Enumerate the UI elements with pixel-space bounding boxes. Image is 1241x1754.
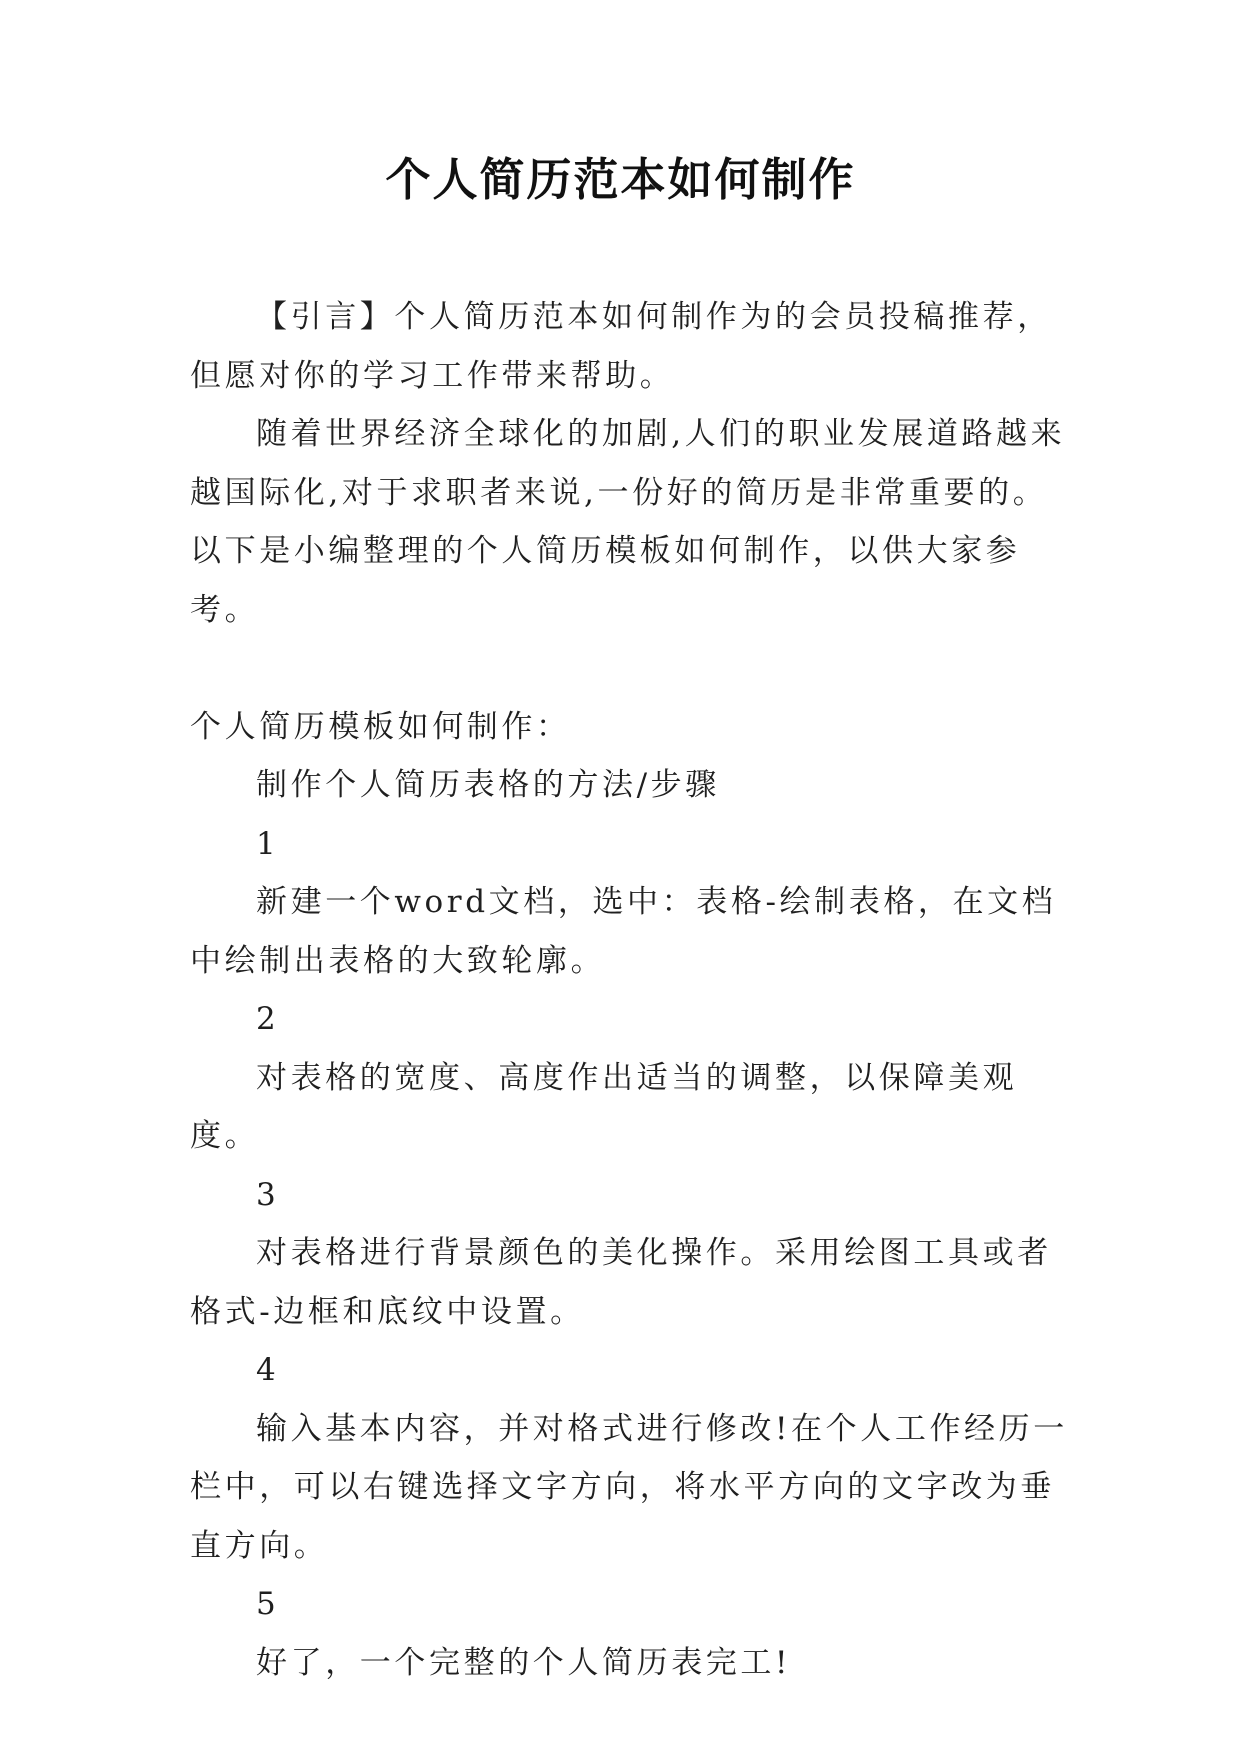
step-number: 2 [256, 1001, 280, 1037]
background-paragraph: 随着世界经济全球化的加剧,人们的职业发展道路越来越国际化,对于求职者来说,一份好的简历是非常重要的。以下是小编整理的个人简历模板如何制作，以供大家参考。 [190, 416, 1066, 628]
step-number: 3 [256, 1176, 280, 1213]
step-text: 好了，一个完整的个人简历表完工! [256, 1644, 792, 1681]
intro-paragraph: 【引言】个人简历范本如何制作为的会员投稿推荐，但愿对你的学习工作带来帮助。 [190, 299, 1052, 394]
step-text: 对表格的宽度、高度作出适当的调整，以保障美观度。 [190, 1059, 1018, 1154]
step-number: 5 [256, 1586, 280, 1622]
section-heading: 个人简历模板如何制作： [190, 708, 571, 745]
step-text: 新建一个word文档，选中：表格-绘制表格，在文档中绘制出表格的大致轮廓。 [190, 884, 1057, 979]
method-heading: 制作个人简历表格的方法/步骤 [256, 767, 720, 803]
blank-line [190, 639, 1070, 698]
step-number: 4 [256, 1352, 280, 1388]
step-text: 对表格进行背景颜色的美化操作。采用绘图工具或者格式-边框和底纹中设置。 [190, 1235, 1052, 1330]
step-number: 1 [256, 825, 280, 862]
document-title: 个人简历范本如何制作 [385, 153, 856, 206]
document-body [190, 288, 1070, 1692]
step-text: 输入基本内容，并对格式进行修改!在个人工作经历一栏中，可以右键选择文字方向，将水平方向的文字改为垂直方向。 [190, 1410, 1068, 1564]
